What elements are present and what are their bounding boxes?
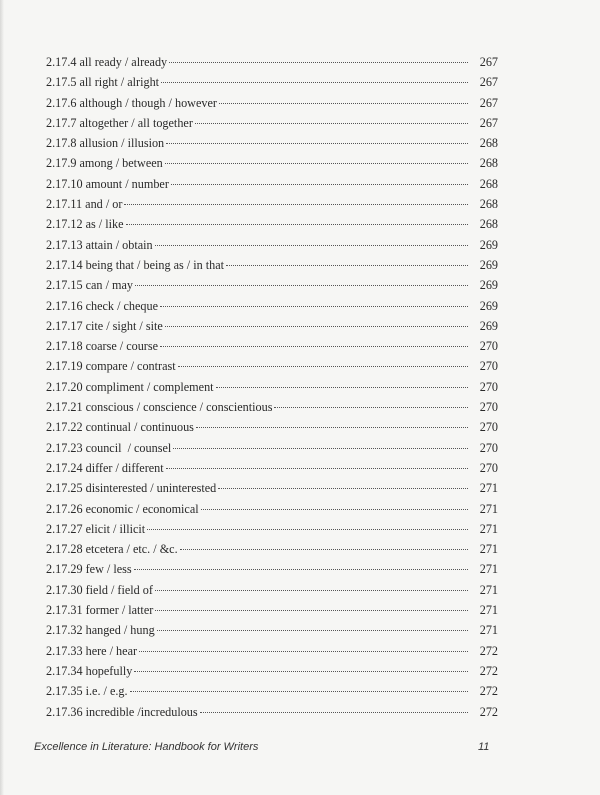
toc-entry-title: hopefully [85,663,133,678]
toc-entry [46,316,498,336]
toc-entry-page: 271 [479,582,498,597]
dot-leader [226,265,468,266]
dot-leader [165,163,468,164]
toc-entry-page: 269 [479,257,498,272]
toc-entry-page: 267 [479,95,498,110]
toc-entry-label [46,458,164,478]
toc-entry-title: few / less [85,562,132,577]
toc-entry [46,620,498,640]
toc-entry [46,661,498,681]
toc-entry-label [46,641,137,661]
toc-entry [46,580,498,600]
toc-entry [46,194,498,214]
toc-entry [46,214,498,234]
toc-entry-number: 2.17.17 [46,318,83,333]
dot-leader [155,245,468,246]
toc-entry-label [46,235,153,255]
toc-entry-number: 2.17.18 [46,339,83,354]
toc-entry-label [46,316,163,336]
toc-entry-page: 268 [479,176,498,191]
toc-entry [46,600,498,620]
toc-entry-title: allusion / illusion [79,136,165,151]
toc-entry-label [46,702,198,722]
toc-entry-label [46,478,216,498]
toc-entry-title: disinterested / uninterested [85,481,217,496]
dot-leader [134,671,468,672]
toc-entry-number: 2.17.20 [46,379,83,394]
toc-entry [46,72,498,92]
dot-leader [180,549,468,550]
toc-entry [46,235,498,255]
toc-entry-title: although / though / however [79,95,217,110]
toc-entry-number: 2.17.14 [46,257,83,272]
toc-entry-label [46,620,155,640]
toc-entry-page: 271 [479,521,498,536]
toc-entry [46,174,498,194]
toc-entry-number: 2.17.34 [46,663,83,678]
dot-leader [135,285,468,286]
dot-leader [200,712,468,713]
toc-entry-page: 271 [479,501,498,516]
toc-entry [46,356,498,376]
table-of-contents [46,52,498,722]
toc-entry-number: 2.17.15 [46,278,83,293]
toc-entry-page: 271 [479,623,498,638]
toc-entry-title: as / like [85,217,124,232]
toc-entry-label [46,397,272,417]
toc-entry-page: 269 [479,318,498,333]
toc-entry-title: here / hear [85,643,138,658]
toc-entry-label [46,356,176,376]
dot-leader [169,62,468,63]
toc-entry-title: i.e. / e.g. [85,684,128,699]
toc-entry-title: and / or [85,197,123,212]
toc-entry-number: 2.17.22 [46,420,83,435]
toc-entry-page: 272 [479,684,498,699]
toc-entry-label [46,559,132,579]
toc-entry-label [46,539,178,559]
dot-leader [157,630,468,631]
toc-entry-label [46,194,122,214]
toc-entry-title: continual / continuous [85,420,194,435]
toc-entry-title: conscious / conscience / conscientious [85,400,273,415]
toc-entry-title: altogether / all together [79,115,193,130]
toc-entry [46,499,498,519]
toc-entry-number: 2.17.30 [46,582,83,597]
toc-entry [46,255,498,275]
toc-entry-page: 269 [479,278,498,293]
toc-entry-label [46,600,153,620]
toc-entry [46,519,498,539]
toc-entry-number: 2.17.28 [46,542,83,557]
toc-entry-title: all ready / already [79,55,168,69]
toc-entry-label [46,214,124,234]
toc-entry [46,438,498,458]
toc-entry-page: 271 [479,481,498,496]
toc-entry [46,478,498,498]
toc-entry-title: amount / number [85,176,169,191]
toc-entry [46,113,498,133]
toc-entry-page: 267 [479,75,498,90]
toc-entry-page: 270 [479,339,498,354]
toc-entry [46,702,498,722]
dot-leader [195,123,468,124]
toc-entry [46,681,498,701]
toc-entry-title: compare / contrast [85,359,176,374]
toc-entry [46,133,498,153]
toc-entry-number: 2.17.5 [46,75,77,90]
toc-entry-number: 2.17.8 [46,136,77,151]
toc-entry-page: 272 [479,704,498,719]
toc-entry-title: coarse / course [85,339,159,354]
toc-entry [46,275,498,295]
toc-entry-page: 272 [479,643,498,658]
toc-entry-page: 270 [479,420,498,435]
toc-entry-label [46,417,194,437]
dot-leader [160,306,468,307]
toc-entry-number: 2.17.29 [46,562,83,577]
toc-entry-title: economic / economical [85,501,199,516]
toc-entry-title: former / latter [85,603,154,618]
dot-leader [161,82,468,83]
toc-entry-page: 270 [479,460,498,475]
toc-entry-title: being that / being as / in that [85,257,225,272]
toc-entry [46,559,498,579]
toc-entry-page: 268 [479,197,498,212]
toc-entry [46,377,498,397]
dot-leader [166,143,468,144]
toc-entry-number: 2.17.4 [46,55,77,69]
toc-entry-number: 2.17.10 [46,176,83,191]
toc-entry-label [46,275,133,295]
toc-entry-label [46,519,145,539]
dot-leader [218,488,468,489]
toc-entry [46,458,498,478]
toc-entry-label [46,661,132,681]
dot-leader [219,103,468,104]
dot-leader [160,346,468,347]
toc-entry-label [46,93,217,113]
toc-entry-page: 269 [479,298,498,313]
toc-entry-label [46,499,199,519]
toc-entry-title: attain / obtain [85,237,153,252]
toc-entry-number: 2.17.11 [46,197,83,212]
toc-entry-title: can / may [85,278,133,293]
dot-leader [155,590,468,591]
dot-leader [274,407,468,408]
toc-entry-number: 2.17.33 [46,643,83,658]
toc-entry-label [46,174,169,194]
toc-entry-number: 2.17.36 [46,704,83,719]
toc-entry-label [46,296,158,316]
toc-entry-label [46,681,128,701]
toc-entry-title: hanged / hung [85,623,155,638]
toc-entry [46,397,498,417]
toc-entry [46,296,498,316]
toc-entry-title: elicit / illicit [85,521,146,536]
toc-entry-label [46,72,159,92]
toc-entry-number: 2.17.9 [46,156,77,171]
dot-leader [201,509,468,510]
toc-entry-number: 2.17.25 [46,481,83,496]
dot-leader [155,610,468,611]
toc-entry [46,539,498,559]
toc-entry-page: 268 [479,136,498,151]
dot-leader [124,204,468,205]
dot-leader [130,691,468,692]
toc-entry [46,641,498,661]
toc-entry-title: check / cheque [85,298,159,313]
footer-book-title: Excellence in Literature: Handbook for Writers [34,741,259,753]
toc-entry-page: 270 [479,379,498,394]
toc-entry-page: 267 [479,55,498,69]
toc-entry-page: 268 [479,156,498,171]
toc-entry-title: among / between [79,156,163,171]
toc-entry-label [46,580,153,600]
toc-entry-page: 269 [479,237,498,252]
dot-leader [171,184,468,185]
toc-entry-number: 2.17.32 [46,623,83,638]
toc-entry-label [46,113,193,133]
toc-entry-title: field / field of [85,582,153,597]
dot-leader [196,427,468,428]
toc-entry-title: all right / alright [79,75,160,90]
toc-entry [46,52,498,72]
dot-leader [147,529,468,530]
toc-entry-title: council / counsel [85,440,172,455]
toc-entry-title: incredible /incredulous [85,704,198,719]
toc-entry-number: 2.17.23 [46,440,83,455]
toc-entry-label [46,336,158,356]
toc-entry-title: etcetera / etc. / &c. [85,542,178,557]
toc-entry-page: 268 [479,217,498,232]
toc-entry-number: 2.17.13 [46,237,83,252]
footer-page-number: 11 [478,741,490,753]
toc-entry [46,336,498,356]
dot-leader [178,366,468,367]
dot-leader [166,468,468,469]
toc-entry-title: cite / sight / site [85,318,163,333]
toc-entry-number: 2.17.6 [46,95,77,110]
toc-entry-number: 2.17.7 [46,115,77,130]
dot-leader [126,224,468,225]
toc-entry [46,417,498,437]
toc-entry [46,93,498,113]
dot-leader [139,651,468,652]
toc-entry-label [46,133,164,153]
toc-entry-page: 271 [479,603,498,618]
toc-entry-number: 2.17.24 [46,460,83,475]
toc-entry-label [46,255,224,275]
toc-entry-page: 271 [479,562,498,577]
page-edge [0,0,4,795]
dot-leader [134,569,468,570]
toc-entry-label [46,438,171,458]
toc-entry-page: 270 [479,440,498,455]
dot-leader [173,448,468,449]
dot-leader [165,326,468,327]
toc-entry-number: 2.17.21 [46,400,83,415]
toc-entry-number: 2.17.16 [46,298,83,313]
toc-entry-label [46,153,163,173]
toc-entry-number: 2.17.27 [46,521,83,536]
toc-entry-number: 2.17.12 [46,217,83,232]
toc-entry-label [46,377,214,397]
toc-entry-number: 2.17.35 [46,684,83,699]
toc-entry-title: compliment / complement [85,379,214,394]
toc-entry [46,153,498,173]
toc-entry-page: 267 [479,115,498,130]
toc-entry-page: 270 [479,359,498,374]
toc-entry-number: 2.17.26 [46,501,83,516]
toc-entry-number: 2.17.19 [46,359,83,374]
toc-entry-page: 271 [479,542,498,557]
toc-entry-page: 272 [479,663,498,678]
toc-entry-label [46,52,167,72]
dot-leader [216,387,468,388]
toc-entry-title: differ / different [85,460,164,475]
toc-entry-number: 2.17.31 [46,603,83,618]
toc-entry-page: 270 [479,400,498,415]
